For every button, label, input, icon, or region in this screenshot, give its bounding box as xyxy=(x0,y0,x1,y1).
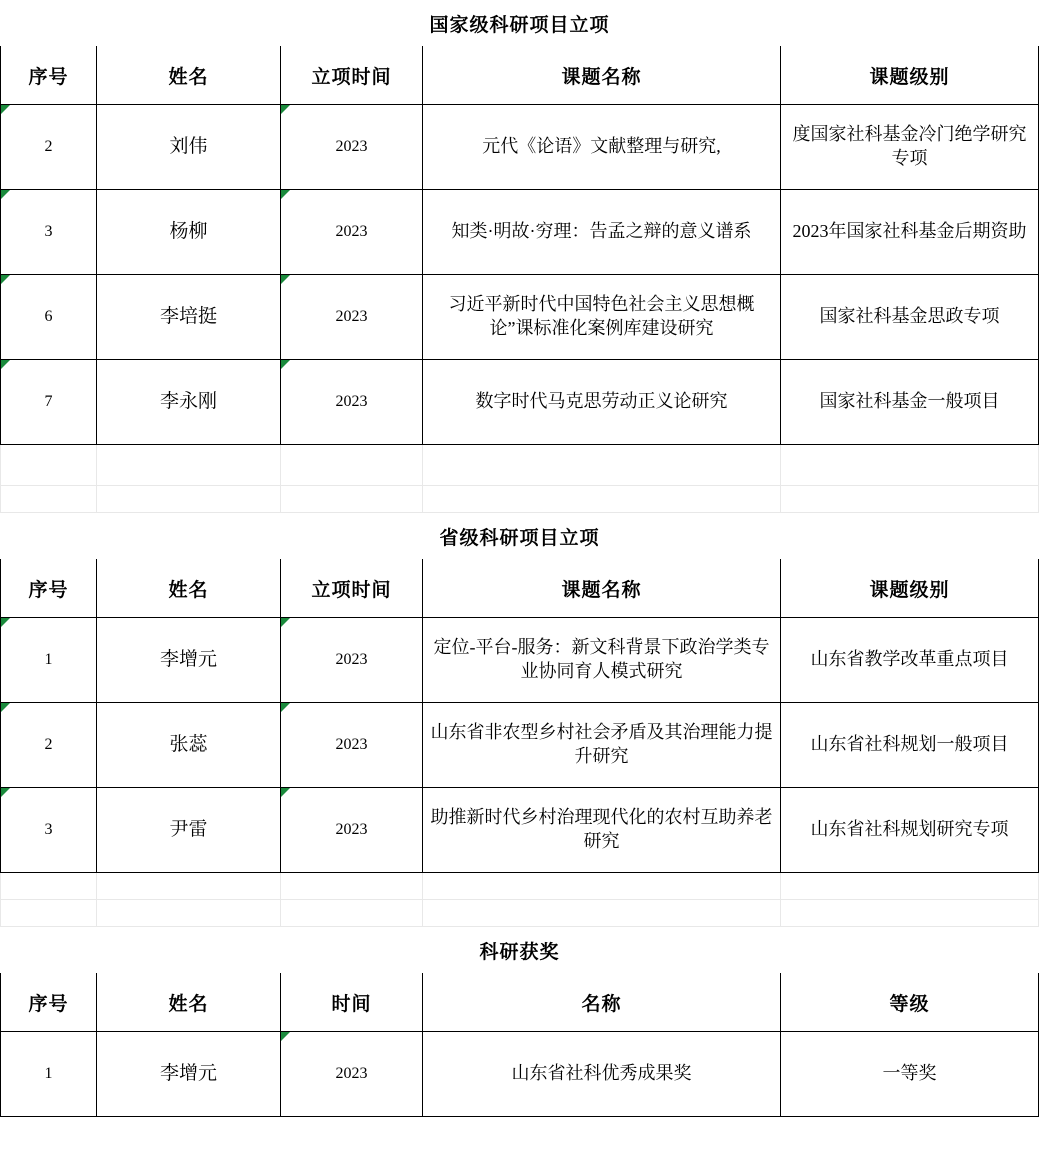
cell-topic[interactable]: 山东省非农型乡村社会矛盾及其治理能力提升研究 xyxy=(423,703,781,788)
empty-row xyxy=(1,486,1039,513)
cell-topic[interactable]: 山东省社科优秀成果奖 xyxy=(423,1032,781,1117)
section-title-row xyxy=(1,928,1039,973)
cell-index[interactable]: 2 xyxy=(1,105,97,190)
table-row xyxy=(1,275,1039,360)
cell-name[interactable]: 李增元 xyxy=(97,1032,281,1117)
empty-row xyxy=(1,873,1039,900)
table-row xyxy=(1,703,1039,788)
cell-index[interactable]: 3 xyxy=(1,788,97,873)
cell-name[interactable]: 张蕊 xyxy=(97,703,281,788)
column-header-level: 课题级别 xyxy=(781,559,1039,618)
column-header-topic: 课题名称 xyxy=(423,46,781,105)
empty-cell[interactable] xyxy=(781,873,1039,900)
cell-topic[interactable]: 知类·明故·穷理：告孟之辩的意义谱系 xyxy=(423,190,781,275)
column-header-index: 序号 xyxy=(1,973,97,1032)
cell-level[interactable]: 山东省社科规划一般项目 xyxy=(781,703,1039,788)
table-header-row xyxy=(1,46,1039,105)
cell-index[interactable]: 2 xyxy=(1,703,97,788)
section-title: 科研获奖 xyxy=(1,928,1039,973)
cell-topic[interactable]: 定位-平台-服务：新文科背景下政治学类专业协同育人模式研究 xyxy=(423,618,781,703)
section-title-row xyxy=(1,514,1039,559)
cell-name[interactable]: 李增元 xyxy=(97,618,281,703)
table-row xyxy=(1,618,1039,703)
empty-cell[interactable] xyxy=(97,873,281,900)
column-header-topic: 名称 xyxy=(423,973,781,1032)
section-provincial-projects xyxy=(0,513,1039,927)
cell-name[interactable]: 刘伟 xyxy=(97,105,281,190)
cell-topic[interactable]: 助推新时代乡村治理现代化的农村互助养老研究 xyxy=(423,788,781,873)
empty-cell[interactable] xyxy=(1,445,97,486)
cell-name[interactable]: 李培挺 xyxy=(97,275,281,360)
column-header-date: 立项时间 xyxy=(281,46,423,105)
cell-level[interactable]: 度国家社科基金冷门绝学研究专项 xyxy=(781,105,1039,190)
cell-name[interactable]: 尹雷 xyxy=(97,788,281,873)
table-header-row xyxy=(1,973,1039,1032)
cell-year[interactable]: 2023 xyxy=(281,275,423,360)
empty-cell[interactable] xyxy=(423,486,781,513)
section-title-row xyxy=(1,1,1039,46)
empty-cell[interactable] xyxy=(423,445,781,486)
column-header-date: 时间 xyxy=(281,973,423,1032)
column-header-index: 序号 xyxy=(1,46,97,105)
cell-topic[interactable]: 数字时代马克思劳动正义论研究 xyxy=(423,360,781,445)
empty-row xyxy=(1,900,1039,927)
column-header-level: 课题级别 xyxy=(781,46,1039,105)
empty-cell[interactable] xyxy=(97,445,281,486)
table-header-row xyxy=(1,559,1039,618)
cell-topic-text: 习近平新时代中国特色社会主义思想概论”课标准化案例库建设研究 xyxy=(448,294,755,338)
column-header-topic: 课题名称 xyxy=(423,559,781,618)
cell-level[interactable]: 2023年国家社科基金后期资助 xyxy=(781,190,1039,275)
column-header-date: 立项时间 xyxy=(281,559,423,618)
cell-topic[interactable] xyxy=(423,275,781,360)
column-header-name: 姓名 xyxy=(97,973,281,1032)
section-title: 省级科研项目立项 xyxy=(1,514,1039,559)
empty-cell[interactable] xyxy=(781,445,1039,486)
cell-index[interactable]: 6 xyxy=(1,275,97,360)
empty-cell[interactable] xyxy=(781,900,1039,927)
empty-cell[interactable] xyxy=(281,873,423,900)
cell-year[interactable]: 2023 xyxy=(281,1032,423,1117)
cell-level[interactable]: 山东省教学改革重点项目 xyxy=(781,618,1039,703)
table-row xyxy=(1,1032,1039,1117)
cell-year[interactable]: 2023 xyxy=(281,788,423,873)
section-title: 国家级科研项目立项 xyxy=(1,1,1039,46)
cell-name[interactable]: 李永刚 xyxy=(97,360,281,445)
cell-level[interactable]: 国家社科基金思政专项 xyxy=(781,275,1039,360)
empty-cell[interactable] xyxy=(423,900,781,927)
table-row xyxy=(1,788,1039,873)
cell-year[interactable]: 2023 xyxy=(281,105,423,190)
cell-index[interactable]: 1 xyxy=(1,1032,97,1117)
empty-cell[interactable] xyxy=(97,900,281,927)
empty-cell[interactable] xyxy=(97,486,281,513)
empty-cell[interactable] xyxy=(423,873,781,900)
section-national-projects xyxy=(0,0,1039,513)
empty-cell[interactable] xyxy=(1,900,97,927)
column-header-name: 姓名 xyxy=(97,46,281,105)
cell-year[interactable]: 2023 xyxy=(281,360,423,445)
table-row xyxy=(1,105,1039,190)
cell-index[interactable]: 1 xyxy=(1,618,97,703)
empty-cell[interactable] xyxy=(281,900,423,927)
empty-cell[interactable] xyxy=(781,486,1039,513)
empty-cell[interactable] xyxy=(281,486,423,513)
table-row xyxy=(1,360,1039,445)
cell-level[interactable]: 山东省社科规划研究专项 xyxy=(781,788,1039,873)
cell-level[interactable]: 一等奖 xyxy=(781,1032,1039,1117)
cell-level[interactable]: 国家社科基金一般项目 xyxy=(781,360,1039,445)
cell-index[interactable]: 3 xyxy=(1,190,97,275)
empty-cell[interactable] xyxy=(1,873,97,900)
table-row xyxy=(1,190,1039,275)
empty-cell[interactable] xyxy=(281,445,423,486)
cell-year[interactable]: 2023 xyxy=(281,703,423,788)
column-header-name: 姓名 xyxy=(97,559,281,618)
column-header-level: 等级 xyxy=(781,973,1039,1032)
empty-cell[interactable] xyxy=(1,486,97,513)
column-header-index: 序号 xyxy=(1,559,97,618)
cell-name[interactable]: 杨柳 xyxy=(97,190,281,275)
section-research-awards xyxy=(0,927,1039,1117)
empty-row xyxy=(1,445,1039,486)
cell-year[interactable]: 2023 xyxy=(281,618,423,703)
cell-year[interactable]: 2023 xyxy=(281,190,423,275)
cell-index[interactable]: 7 xyxy=(1,360,97,445)
cell-topic[interactable]: 元代《论语》文献整理与研究, xyxy=(423,105,781,190)
